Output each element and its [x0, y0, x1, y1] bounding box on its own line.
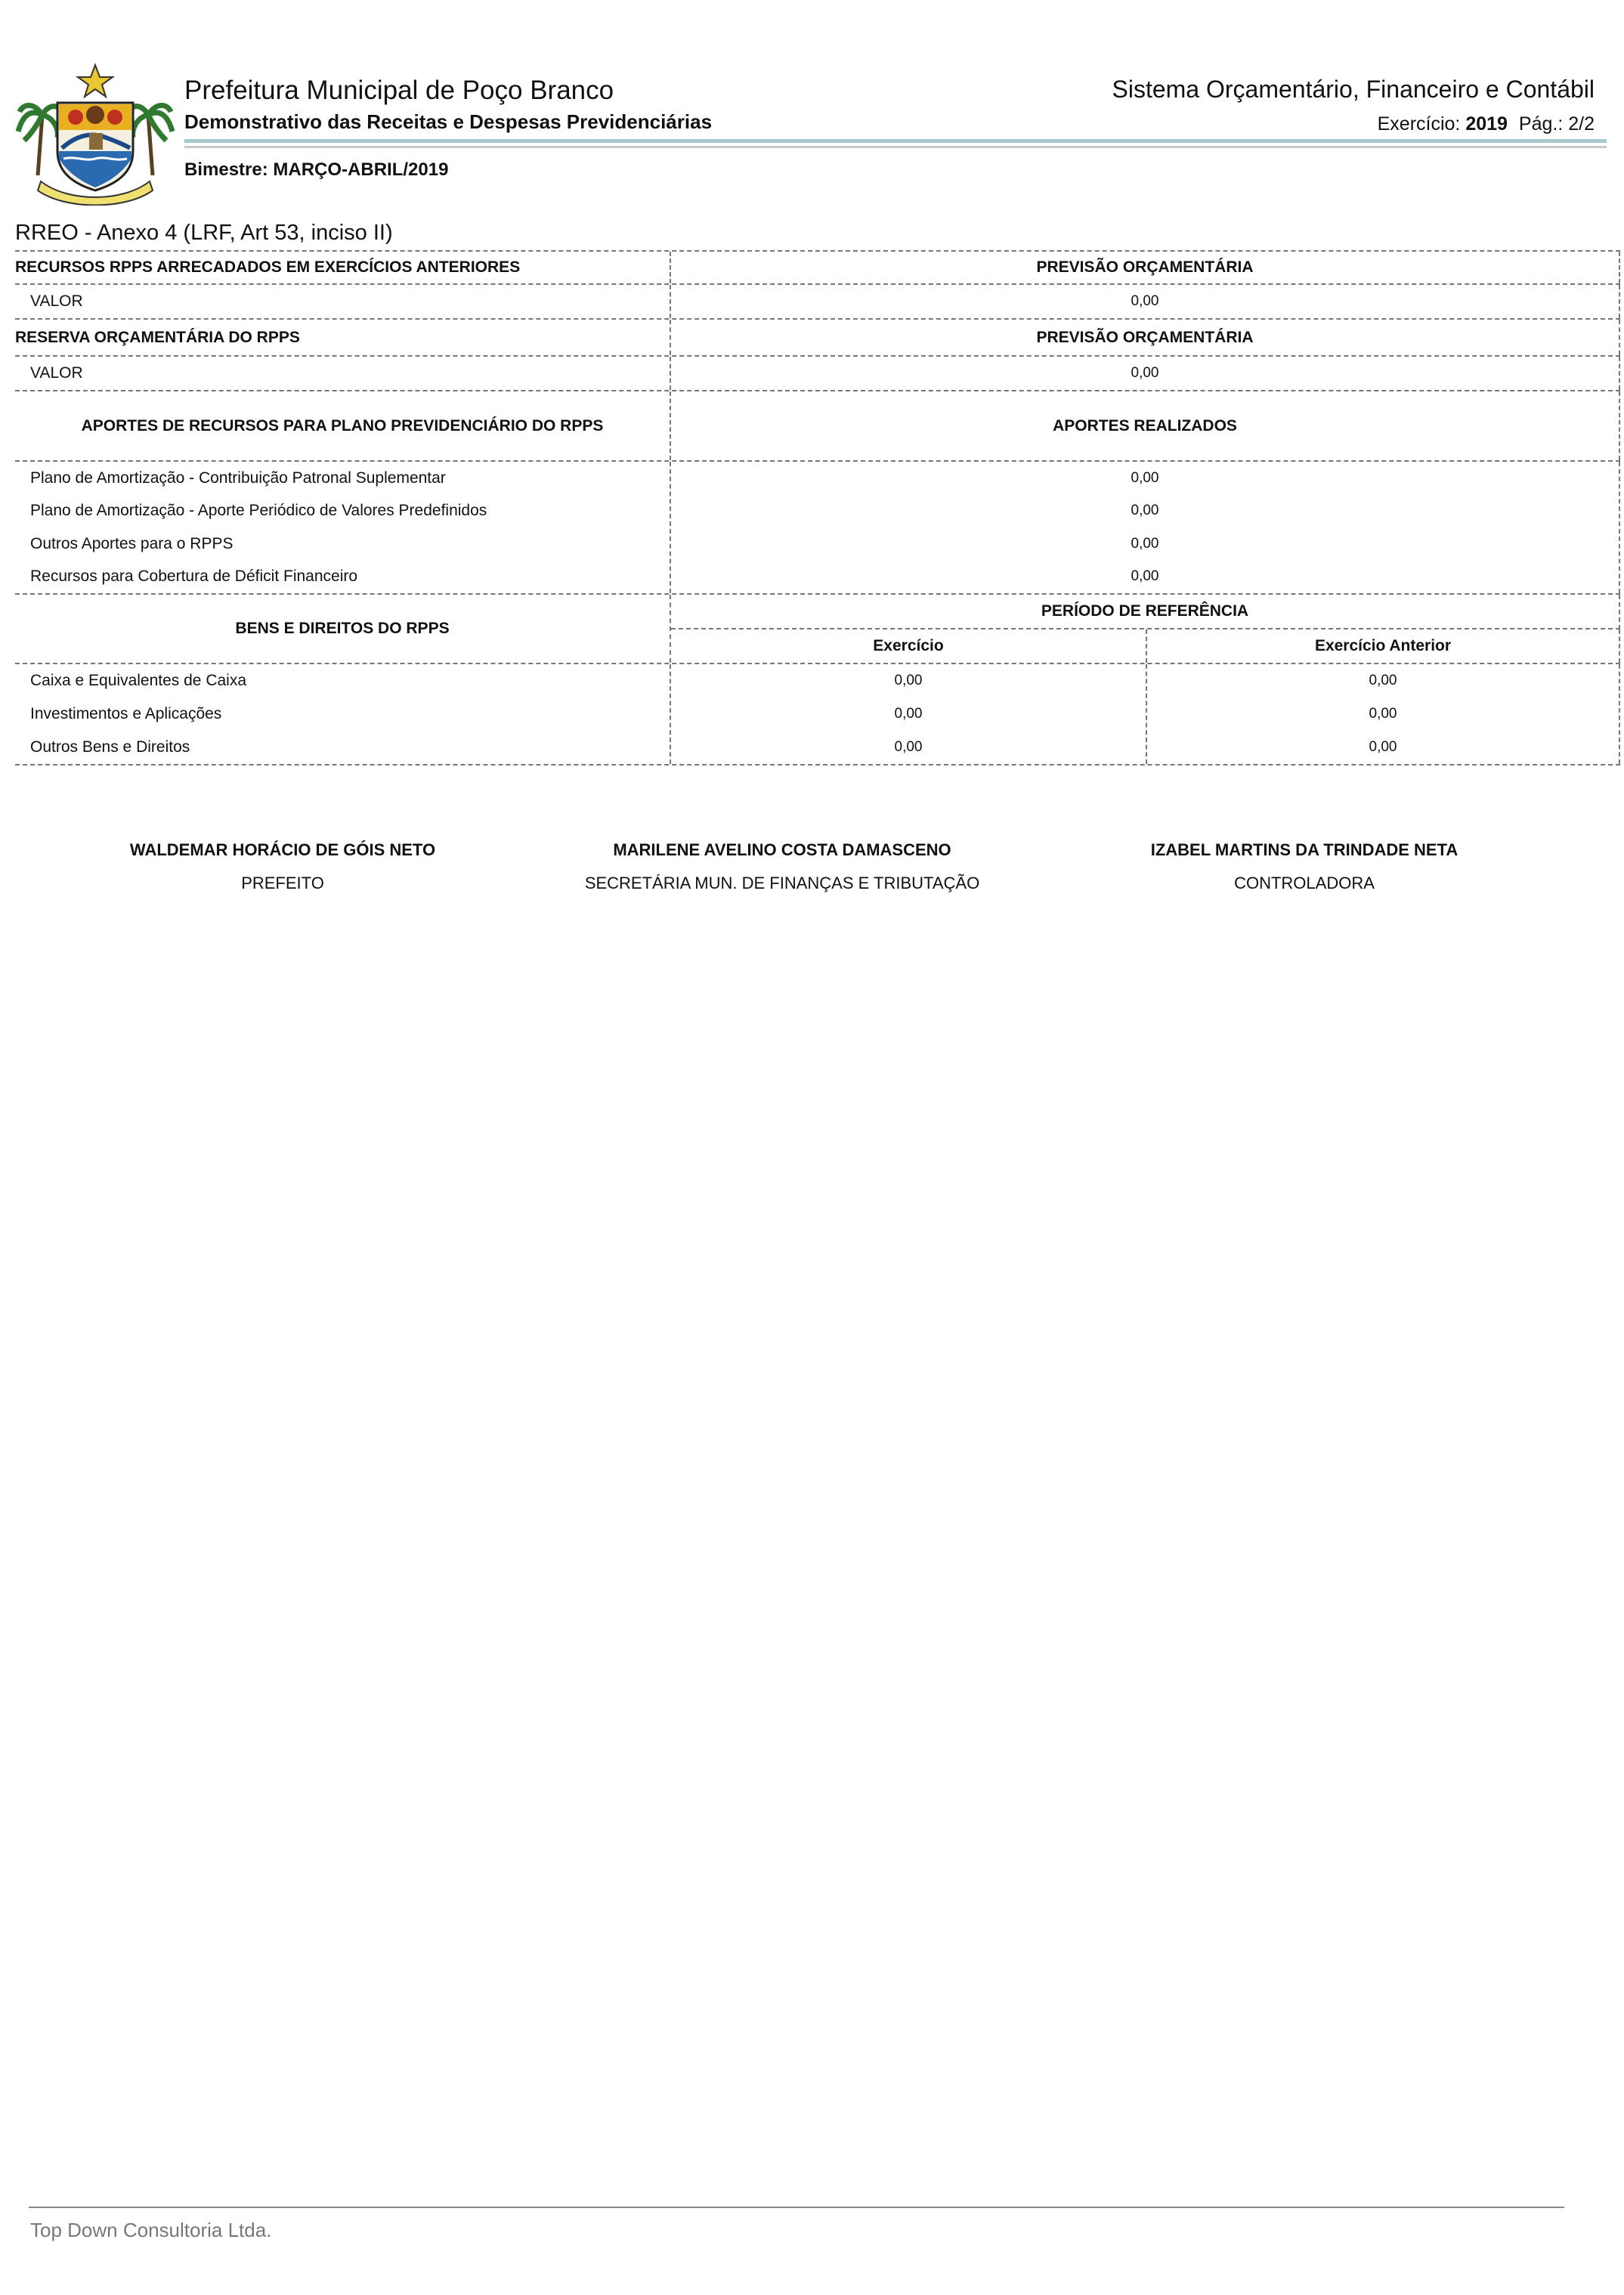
assets-header-row [15, 595, 1620, 664]
assets-rows [15, 664, 1620, 766]
report-title: Demonstrativo das Receitas e Despesas Previdenciárias [184, 110, 713, 133]
municipality-name: Prefeitura Municipal de Poço Branco [184, 76, 614, 105]
contributions-labels [15, 462, 671, 593]
assets-previous-values [1147, 664, 1620, 764]
system-name: Sistema Orçamentário, Financeiro e Contábil [1112, 76, 1595, 103]
exercise-page-info [1378, 113, 1595, 135]
exercise-year: 2019 [1465, 113, 1508, 135]
signature-finance-secretary [548, 840, 1016, 893]
municipal-coat-of-arms-icon [15, 62, 175, 206]
bimester-value: MARÇO-ABRIL/2019 [273, 159, 449, 180]
list-item: 0,00 [1369, 739, 1397, 755]
signatory-role: SECRETÁRIA MUN. DE FINANÇAS E TRIBUTAÇÃO [584, 874, 980, 892]
reference-period-header: PERÍODO DE REFERÊNCIA [671, 595, 1620, 629]
contributions-header: APORTES DE RECURSOS PARA PLANO PREVIDENCIÁRIO DO RPPS [15, 391, 671, 460]
signatory-name: MARILENE AVELINO COSTA DAMASCENO [613, 840, 951, 859]
reserve-forecast-header: PREVISÃO ORÇAMENTÁRIA [671, 320, 1620, 355]
signatory-name: WALDEMAR HORÁCIO DE GÓIS NETO [129, 840, 436, 859]
reserve-header: RESERVA ORÇAMENTÁRIA DO RPPS [15, 320, 671, 355]
header-rule-thin [184, 146, 1607, 148]
list-item: Outros Aportes para o RPPS [30, 534, 234, 552]
exercise-label: Exercício: [1377, 113, 1461, 135]
footer-rule [29, 2207, 1564, 2208]
reserve-header-row [15, 320, 1620, 357]
list-item: 0,00 [1131, 568, 1159, 585]
footer-company: Top Down Consultoria Ltda. [30, 2219, 272, 2241]
table-row [15, 357, 1620, 391]
list-item: Plano de Amortização - Aporte Periódico de Valores Predefinidos [30, 502, 487, 520]
signature-controller [1070, 840, 1539, 893]
assets-current-values [671, 664, 1147, 764]
prior-resources-header: RECURSOS RPPS ARRECADADOS EM EXERCÍCIOS ANTERIORES [15, 252, 671, 283]
signatory-name: IZABEL MARTINS DA TRINDADE NETA [1150, 840, 1459, 859]
list-item: Recursos para Cobertura de Déficit Financeiro [30, 568, 358, 586]
list-item: 0,00 [1131, 535, 1159, 552]
header-rule [184, 139, 1607, 143]
prior-resources-value-label: VALOR [15, 285, 671, 318]
contributions-header-row [15, 391, 1620, 462]
list-item: 0,00 [1131, 469, 1159, 486]
rpps-table [15, 250, 1620, 766]
list-item: Plano de Amortização - Contribuição Patronal Suplementar [30, 469, 446, 487]
page-number: 2/2 [1568, 113, 1595, 135]
signatory-role: PREFEITO [241, 874, 324, 892]
annex-title: RREO - Anexo 4 (LRF, Art 53, inciso II) [15, 221, 393, 245]
list-item: Outros Bens e Direitos [30, 738, 190, 756]
bimester-info [184, 159, 448, 181]
prior-resources-value: 0,00 [671, 285, 1620, 318]
signatory-role: CONTROLADORA [1234, 874, 1375, 892]
prior-resources-header-row [15, 250, 1620, 285]
contributions-realized-header: APORTES REALIZADOS [671, 391, 1620, 460]
list-item: 0,00 [894, 706, 923, 722]
prior-resources-forecast-header: PREVISÃO ORÇAMENTÁRIA [671, 252, 1620, 283]
exercise-column-header: Exercício [671, 629, 1147, 663]
list-item: 0,00 [894, 673, 923, 688]
assets-labels [15, 664, 671, 764]
reserve-value-label: VALOR [15, 357, 671, 390]
contributions-rows [15, 462, 1620, 595]
list-item: 0,00 [1131, 503, 1159, 519]
bimester-label: Bimestre: [184, 159, 268, 180]
signature-mayor [48, 840, 517, 893]
list-item: 0,00 [1369, 706, 1397, 722]
page-label: Pág.: [1518, 113, 1564, 135]
list-item: 0,00 [1369, 673, 1397, 688]
list-item: Caixa e Equivalentes de Caixa [30, 672, 247, 689]
reserve-value: 0,00 [671, 357, 1620, 390]
assets-header: BENS E DIREITOS DO RPPS [15, 595, 671, 663]
list-item: Investimentos e Aplicações [30, 705, 222, 722]
list-item: 0,00 [894, 739, 923, 755]
report-header [0, 0, 1624, 219]
table-row [15, 285, 1620, 320]
contributions-values [671, 462, 1620, 593]
previous-exercise-column-header: Exercício Anterior [1147, 629, 1620, 663]
